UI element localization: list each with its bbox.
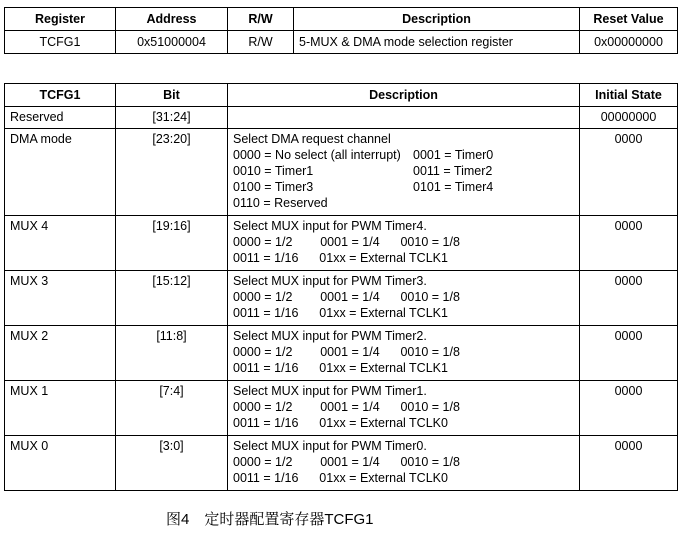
option-text: 0001 = Timer0 <box>413 148 494 162</box>
header-field-description: Description <box>228 84 580 107</box>
table-row <box>5 129 678 216</box>
header-field: TCFG1 <box>5 84 116 107</box>
field-description <box>228 271 580 326</box>
register-description: 5-MUX & DMA mode selection register <box>294 31 580 54</box>
field-name: Reserved <box>5 107 116 129</box>
option-line: 0011 = 1/16 01xx = External TCLK1 <box>233 361 448 375</box>
table-row <box>5 326 678 381</box>
field-description <box>228 381 580 436</box>
field-description-title: Select MUX input for PWM Timer1. <box>233 384 427 398</box>
option-line: 0000 = 1/2 0001 = 1/4 0010 = 1/8 <box>233 400 460 414</box>
field-bit: [11:8] <box>116 326 228 381</box>
option-line: 0000 = 1/2 0001 = 1/4 0010 = 1/8 <box>233 235 460 249</box>
field-name: MUX 0 <box>5 436 116 491</box>
option-text: 0100 = Timer3 <box>233 180 314 194</box>
option-text: 0000 = No select (all interrupt) <box>233 148 401 162</box>
field-bit: [7:4] <box>116 381 228 436</box>
option-line: 0011 = 1/16 01xx = External TCLK1 <box>233 306 448 320</box>
field-description-title: Select MUX input for PWM Timer4. <box>233 219 427 233</box>
field-description <box>228 326 580 381</box>
option-line: 0000 = 1/2 0001 = 1/4 0010 = 1/8 <box>233 455 460 469</box>
field-name: MUX 1 <box>5 381 116 436</box>
table-row <box>5 436 678 491</box>
option-text: 0010 = Timer1 <box>233 164 314 178</box>
field-description-title: Select DMA request channel <box>233 132 391 146</box>
table-row <box>5 216 678 271</box>
register-row <box>5 31 678 54</box>
option-line: 0000 = 1/2 0001 = 1/4 0010 = 1/8 <box>233 290 460 304</box>
field-state: 0000 <box>580 216 678 271</box>
header-register: Register <box>5 8 116 31</box>
field-description <box>228 436 580 491</box>
bit-field-table <box>4 83 678 491</box>
bit-header-row <box>5 84 678 107</box>
dma-channel-options <box>233 147 574 211</box>
field-state: 00000000 <box>580 107 678 129</box>
register-summary-table <box>4 7 678 54</box>
field-bit: [31:24] <box>116 107 228 129</box>
field-state: 0000 <box>580 326 678 381</box>
option-text: 0110 = Reserved <box>233 196 328 210</box>
field-description-title: Select MUX input for PWM Timer0. <box>233 439 427 453</box>
option-line: 0011 = 1/16 01xx = External TCLK0 <box>233 471 448 485</box>
register-name: TCFG1 <box>5 31 116 54</box>
option-text <box>413 195 574 211</box>
option-line: 0000 = 1/2 0001 = 1/4 0010 = 1/8 <box>233 345 460 359</box>
field-state: 0000 <box>580 436 678 491</box>
header-reset-value: Reset Value <box>580 8 678 31</box>
field-description <box>228 216 580 271</box>
header-description: Description <box>294 8 580 31</box>
field-state: 0000 <box>580 271 678 326</box>
header-address: Address <box>116 8 228 31</box>
field-name: MUX 2 <box>5 326 116 381</box>
register-address: 0x51000004 <box>116 31 228 54</box>
field-bit: [19:16] <box>116 216 228 271</box>
table-row <box>5 271 678 326</box>
option-line: 0011 = 1/16 01xx = External TCLK0 <box>233 416 448 430</box>
field-description <box>228 129 580 216</box>
register-header-row <box>5 8 678 31</box>
field-description <box>228 107 580 129</box>
field-name: DMA mode <box>5 129 116 216</box>
field-name: MUX 4 <box>5 216 116 271</box>
table-row <box>5 381 678 436</box>
figure-caption: 图4 定时器配置寄存器TCFG1 <box>166 511 374 528</box>
field-bit: [15:12] <box>116 271 228 326</box>
field-name: MUX 3 <box>5 271 116 326</box>
register-reset: 0x00000000 <box>580 31 678 54</box>
field-bit: [23:20] <box>116 129 228 216</box>
option-line: 0011 = 1/16 01xx = External TCLK1 <box>233 251 448 265</box>
field-description-title: Select MUX input for PWM Timer3. <box>233 274 427 288</box>
header-initial-state: Initial State <box>580 84 678 107</box>
header-rw: R/W <box>228 8 294 31</box>
field-bit: [3:0] <box>116 436 228 491</box>
field-state: 0000 <box>580 129 678 216</box>
table-row <box>5 107 678 129</box>
field-state: 0000 <box>580 381 678 436</box>
register-rw: R/W <box>228 31 294 54</box>
option-text: 0011 = Timer2 <box>413 164 493 178</box>
header-bit: Bit <box>116 84 228 107</box>
option-text: 0101 = Timer4 <box>413 180 494 194</box>
field-description-title: Select MUX input for PWM Timer2. <box>233 329 427 343</box>
